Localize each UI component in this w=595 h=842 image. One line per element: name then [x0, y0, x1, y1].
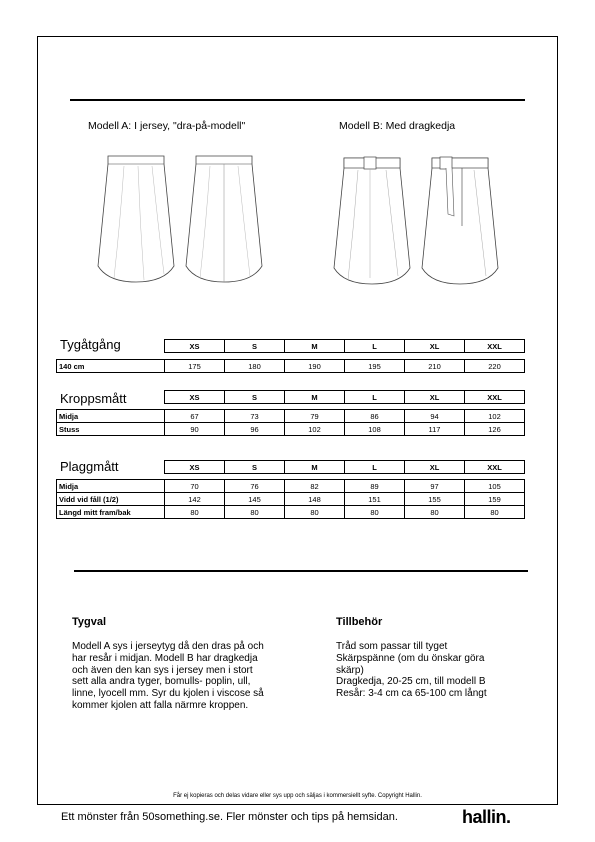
size-header: L [345, 391, 405, 404]
table-cell: 102 [465, 410, 525, 423]
table-cell: 67 [165, 410, 225, 423]
tygval-text [72, 641, 334, 712]
text-line: och även den kan sys i jersey men i stort [72, 664, 253, 676]
text-line: kommer kjolen att falla närmre kroppen. [72, 699, 249, 711]
table-cell: 80 [165, 506, 225, 519]
table-cell: 108 [345, 423, 405, 436]
model-b-caption: Modell B: Med dragkedja [339, 120, 456, 132]
table-cell: 190 [285, 360, 345, 373]
tillbehor-text [336, 641, 551, 700]
size-header: XS [165, 391, 225, 404]
size-header: M [285, 340, 345, 353]
garment-measurements-title: Plaggmått [60, 459, 119, 474]
table-row [57, 360, 525, 373]
top-divider [70, 99, 525, 101]
middle-divider [74, 570, 528, 572]
table-cell: 159 [465, 493, 525, 506]
size-header: L [345, 461, 405, 474]
table-cell: 82 [285, 480, 345, 493]
row-label: Längd mitt fram/bak [57, 506, 165, 519]
size-header: XXL [465, 340, 525, 353]
table-cell: 117 [405, 423, 465, 436]
size-header: S [225, 461, 285, 474]
table-cell: 195 [345, 360, 405, 373]
table-cell: 102 [285, 423, 345, 436]
size-header: XXL [465, 391, 525, 404]
size-header: XL [405, 340, 465, 353]
row-label: Stuss [57, 423, 165, 436]
text-line: Dragkedja, 20-25 cm, till modell B [336, 676, 486, 688]
table-cell: 89 [345, 480, 405, 493]
table-row [57, 480, 525, 493]
table-cell: 86 [345, 410, 405, 423]
table-cell: 97 [405, 480, 465, 493]
size-header: M [285, 461, 345, 474]
fabric-width-title: Tygåtgång [60, 337, 121, 352]
copyright-notice: Får ej kopieras och delas vidare eller sys upp och säljas i kommersiellt syfte. Copyright Hallin. [173, 793, 422, 799]
row-label: Midja [57, 480, 165, 493]
table-cell: 76 [225, 480, 285, 493]
row-label: Vidd vid fåll (1/2) [57, 493, 165, 506]
table-cell: 105 [465, 480, 525, 493]
table-cell: 145 [225, 493, 285, 506]
table-cell: 210 [405, 360, 465, 373]
table-row [57, 493, 525, 506]
text-line: sett alla andra tyger, bomulls- poplin, ull, [72, 676, 251, 688]
table-row [57, 423, 525, 436]
table-cell: 180 [225, 360, 285, 373]
text-line: har resår i midjan. Modell B har dragkedja [72, 652, 258, 664]
size-header: XS [165, 461, 225, 474]
size-header-row [57, 391, 525, 404]
table-cell: 80 [465, 506, 525, 519]
row-label: 140 cm [57, 360, 165, 373]
table-cell: 79 [285, 410, 345, 423]
size-header: L [345, 340, 405, 353]
table-cell: 73 [225, 410, 285, 423]
table-cell: 155 [405, 493, 465, 506]
table-cell: 220 [465, 360, 525, 373]
size-header: XL [405, 461, 465, 474]
table-cell: 142 [165, 493, 225, 506]
skirt-a-front-illustration [94, 154, 178, 289]
text-line: linne, lyocell mm. Syr du kjolen i viscose så [72, 688, 264, 700]
garment-measurements-table [56, 460, 525, 519]
table-row [57, 506, 525, 519]
size-header: XXL [465, 461, 525, 474]
table-cell: 175 [165, 360, 225, 373]
text-line: Skärpspänne (om du önskar göra [336, 652, 485, 664]
text-line: Tråd som passar till tyget [336, 641, 448, 652]
text-line: Resår: 3-4 cm ca 65-100 cm långt [336, 688, 487, 700]
body-measurements-title: Kroppsmått [60, 391, 127, 406]
table-cell: 80 [345, 506, 405, 519]
brand-logo: hallin. [462, 807, 511, 827]
size-header: S [225, 391, 285, 404]
table-cell: 148 [285, 493, 345, 506]
size-header-row [57, 461, 525, 474]
fabric-width-table [56, 339, 525, 373]
table-cell: 151 [345, 493, 405, 506]
text-line: skärp) [336, 664, 364, 676]
table-cell: 80 [225, 506, 285, 519]
model-a-caption: Modell A: I jersey, "dra-på-modell" [88, 120, 246, 132]
table-cell: 90 [165, 423, 225, 436]
size-header-row [57, 340, 525, 353]
table-cell: 70 [165, 480, 225, 493]
size-header: S [225, 340, 285, 353]
skirt-b-back-illustration [418, 154, 502, 289]
text-line: Modell A sys i jerseytyg då den dras på och [72, 641, 264, 652]
row-label: Midja [57, 410, 165, 423]
tygval-heading: Tygval [72, 616, 107, 628]
tillbehor-heading: Tillbehör [336, 616, 383, 628]
table-cell: 96 [225, 423, 285, 436]
table-cell: 126 [465, 423, 525, 436]
footer-text: Ett mönster från 50something.se. Fler mönster och tips på hemsidan. [61, 811, 398, 823]
table-cell: 80 [285, 506, 345, 519]
body-measurements-table [56, 390, 525, 436]
size-header: XS [165, 340, 225, 353]
table-cell: 94 [405, 410, 465, 423]
skirt-a-back-illustration [182, 154, 266, 289]
table-row [57, 410, 525, 423]
size-header: M [285, 391, 345, 404]
skirt-b-front-illustration [330, 154, 414, 289]
size-header: XL [405, 391, 465, 404]
table-cell: 80 [405, 506, 465, 519]
